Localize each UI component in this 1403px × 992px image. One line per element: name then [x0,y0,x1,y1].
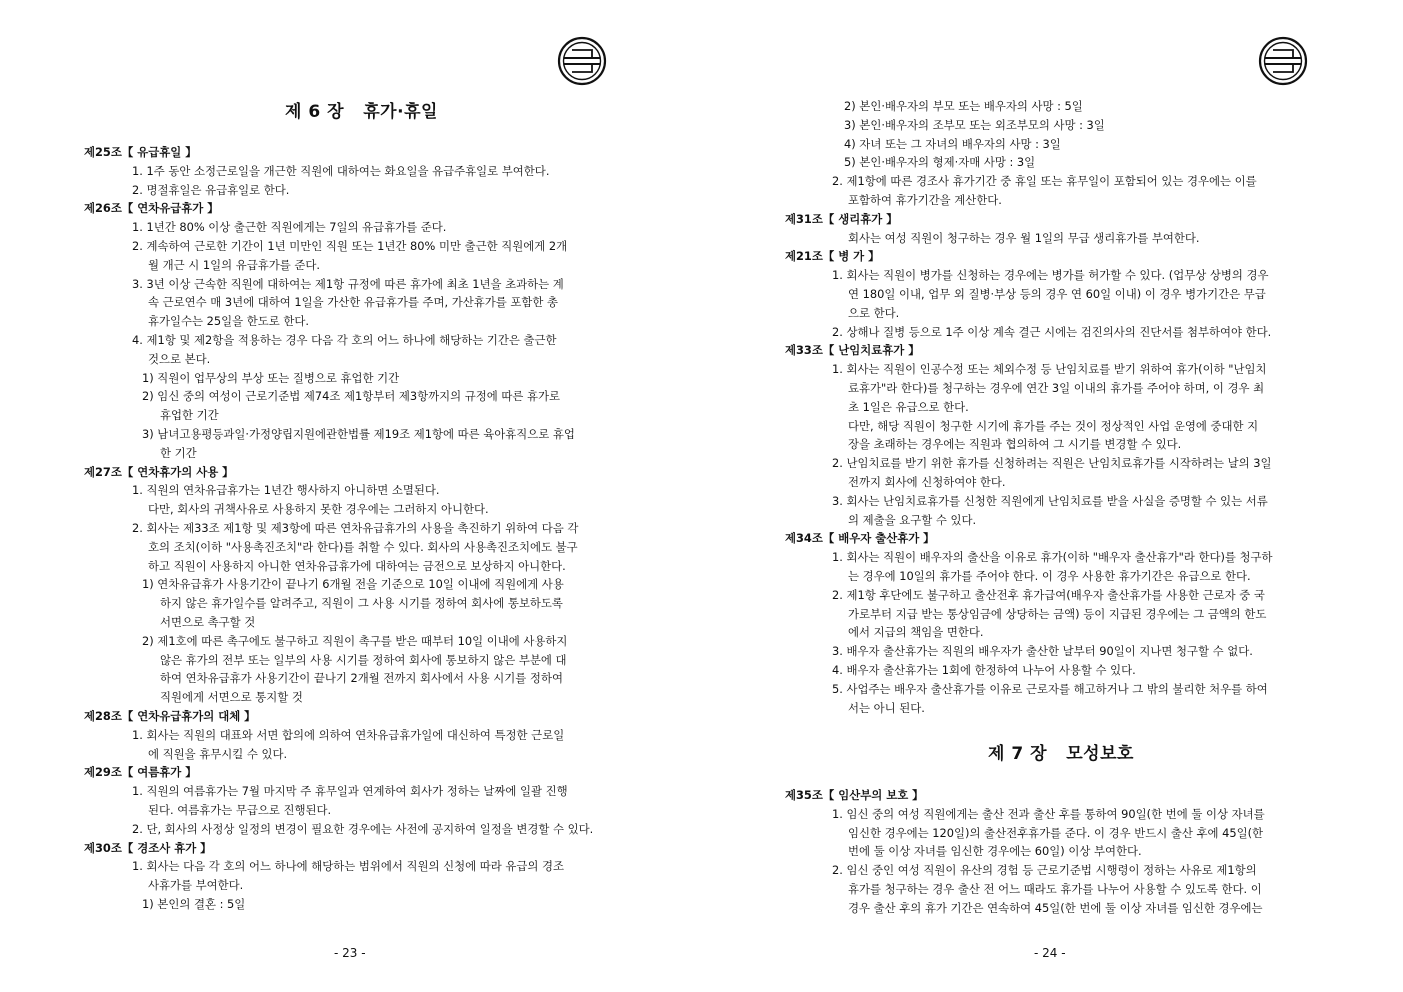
text-line: 1) 연차유급휴가 사용기간이 끝나기 6개월 전을 기준으로 10일 이내에 직원에게 사용 [142,577,564,592]
text-line: 2) 임신 중의 여성이 근로기준법 제74조 제1항부터 제3항까지의 규정에 따른 휴가로 [142,389,560,404]
chapter-title: 제 7 장 모성보호 [988,744,1134,764]
text-line: 장을 초래하는 경우에는 직원과 협의하여 그 시기를 변경할 수 있다. [848,437,1182,452]
article-heading: 제26조【 연차유급휴가 】 [84,201,219,216]
text-line: 된다. 여름휴가는 무급으로 진행된다. [148,803,332,817]
page-number: - 24 - [1034,946,1066,960]
text-line: 4. 제1항 및 제2항을 적용하는 경우 다음 각 호의 어느 하나에 해당하는 기간은 출근한 [132,333,557,347]
text-line: 2. 명절휴일은 유급휴일로 한다. [132,182,290,197]
text-line: 휴가일수는 25일을 한도로 한다. [148,314,310,329]
text-line: 회사는 여성 직원이 청구하는 경우 월 1일의 무급 생리휴가를 부여한다. [848,230,1200,245]
text-line: 으로 한다. [848,305,900,320]
text-line: 속 근로연수 매 3년에 대하여 1일을 가산한 유급휴가를 주며, 가산휴가를 포함한 총 [148,295,559,310]
text-line: 에서 지급의 책임을 면한다. [848,625,984,640]
text-line: 1. 회사는 직원이 인공수정 또는 체외수정 등 난임치료를 받기 위하여 휴가(이하 "난임치 [832,362,1267,377]
text-line: 에 직원을 휴무시킬 수 있다. [148,746,288,761]
text-line: 1. 회사는 직원이 배우자의 출산을 이유로 휴가(이하 "배우자 출산휴가"라 한다)를 청구하 [832,550,1273,565]
text-line: 2) 제1호에 따른 촉구에도 불구하고 직원이 촉구를 받은 때부터 10일 이내에 사용하지 [142,633,568,648]
text-line: 4. 배우자 출산휴가는 1회에 한정하여 나누어 사용할 수 있다. [832,663,1136,677]
text-line: 5) 본인·배우자의 형제·자매 사망 : 3일 [844,155,1036,170]
text-line: 는 경우에 10일의 휴가를 주어야 한다. 이 경우 사용한 휴가기간은 유급으로 한다. [848,569,1251,583]
text-line: 한 기간 [160,445,197,460]
text-line: 하여 연차유급휴가 사용기간이 끝나기 2개월 전까지 회사에서 사용 시기를 정하여 [160,671,563,686]
text-line: 1) 직원이 업무상의 부상 또는 질병으로 휴업한 기간 [142,370,400,385]
text-line: 서면으로 촉구할 것 [160,615,256,629]
text-line: 1. 1년간 80% 이상 출근한 직원에게는 7일의 유급휴가를 준다. [132,220,447,235]
text-line: 직원에게 서면으로 통지할 것 [160,690,303,705]
text-line: 다만, 회사의 귀책사유로 사용하지 못한 경우에는 그러하지 아니한다. [148,502,489,517]
text-line: 1. 직원의 여름휴가는 7월 마지막 주 휴무일과 연계하여 회사가 정하는 날짜에 일괄 진행 [132,784,568,799]
text-line: 의 제출을 요구할 수 있다. [848,512,977,527]
company-seal-icon [1258,36,1308,86]
text-line: 휴가를 청구하는 경우 출산 전 어느 때라도 휴가를 나누어 사용할 수 있도록 한다. 이 [848,882,1262,896]
article-heading: 제28조【 연차유급휴가의 대체 】 [84,709,256,723]
article-heading: 제25조【 유급휴일 】 [84,145,197,159]
text-line: 포함하여 휴가기간을 계산한다. [848,193,1002,207]
text-line: 연 180일 이내, 업무 외 질병·부상 등의 경우 연 60일 이내) 이 경우 병가기간은 무급 [848,287,1266,301]
text-line: 1. 회사는 다음 각 호의 어느 하나에 해당하는 범위에서 직원의 신청에 따라 유급의 경조 [132,859,565,874]
text-line: 서는 아니 된다. [848,700,925,715]
article-heading: 제21조【 병 가 】 [785,249,880,264]
text-line: 않은 휴가의 전부 또는 일부의 사용 시기를 정하여 회사에 통보하지 않은 부분에 대 [160,652,567,667]
text-line: 번에 둘 이상 자녀를 임신한 경우에는 60일) 이상 부여한다. [848,844,1142,859]
article-heading: 제35조【 임산부의 보호 】 [785,788,924,802]
chapter-title: 제 6 장 휴가·휴일 [285,102,438,122]
left-page [0,0,701,992]
text-line: 2) 본인·배우자의 부모 또는 배우자의 사망 : 5일 [844,99,1083,113]
text-line: 2. 단, 회사의 사정상 일정의 변경이 필요한 경우에는 사전에 공지하여 일정을 변경할 수 있다. [132,821,594,836]
text-line: 1. 임신 중의 여성 직원에게는 출산 전과 출산 후를 통하여 90일(한 번에 둘 이상 자녀를 [832,806,1265,821]
text-line: 초 1일은 유급으로 한다. [848,399,969,414]
text-line: 3) 본인·배우자의 조부모 또는 외조부모의 사망 : 3일 [844,117,1105,132]
text-line: 4) 자녀 또는 그 자녀의 배우자의 사망 : 3일 [844,136,1061,151]
text-line: 2. 상해나 질병 등으로 1주 이상 계속 결근 시에는 검진의사의 진단서를 첨부하여야 한다. [832,324,1272,339]
text-line: 2. 회사는 제33조 제1항 및 제3항에 따른 연차유급휴가의 사용을 촉진하기 위하여 다음 각 [132,521,579,535]
text-line: 호의 조치(이하 "사용촉진조치"라 한다)를 취할 수 있다. 회사의 사용촉진조치에도 불구 [148,539,578,554]
text-line: 사휴가를 부여한다. [148,878,244,893]
text-line: 2. 제1항에 따른 경조사 휴가기간 중 휴일 또는 휴무일이 포함되어 있는 경우에는 이를 [832,174,1257,189]
text-line: 3. 배우자 출산휴가는 직원의 배우자가 출산한 날부터 90일이 지나면 청구할 수 없다. [832,644,1253,659]
text-line: 3. 회사는 난임치료휴가를 신청한 직원에게 난임치료를 받을 사실을 증명할 수 있는 서류 [832,493,1268,508]
text-line: 하고 직원이 사용하지 아니한 연차유급휴가에 대하여는 금전으로 보상하지 아니한다. [148,558,566,573]
text-line: 1. 직원의 연차유급휴가는 1년간 행사하지 아니하면 소멸된다. [132,483,440,498]
text-line: 1. 회사는 직원이 병가를 신청하는 경우에는 병가를 허가할 수 있다. (업무상 상병의 경우 [832,268,1269,283]
article-heading: 제27조【 연차휴가의 사용 】 [84,464,234,479]
text-line: 2. 난임치료를 받기 위한 휴가를 신청하려는 직원은 난임치료휴가를 시작하려는 날의 3일 [832,456,1272,471]
article-heading: 제34조【 배우자 출산휴가 】 [785,531,935,546]
text-line: 휴업한 기간 [160,408,219,423]
text-line: 1. 1주 동안 소정근로일을 개근한 직원에 대하여는 화요일을 유급주휴일로 부여한다. [132,163,550,178]
article-heading: 제31조【 생리휴가 】 [785,211,898,226]
text-line: 5. 사업주는 배우자 출산휴가를 이유로 근로자를 해고하거나 그 밖의 불리한 처우를 하여 [832,681,1268,696]
text-line: 2. 계속하여 근로한 기간이 1년 미만인 직원 또는 1년간 80% 미만 출근한 직원에게 2개 [132,239,568,253]
article-heading: 제33조【 난임치료휴가 】 [785,343,920,358]
text-line: 1. 회사는 직원의 대표와 서면 합의에 의하여 연차유급휴가일에 대신하여 특정한 근로일 [132,727,565,742]
text-line: 경우 출산 후의 휴가 기간은 연속하여 45일(한 번에 둘 이상 자녀를 임신한 경우에는 [848,900,1263,915]
text-line: 료휴가"라 한다)를 청구하는 경우에 연간 3일 이내의 휴가를 주어야 하며, 이 경우 최 [848,381,1265,395]
text-line: 3. 3년 이상 근속한 직원에 대하여는 제1항 규정에 따른 휴가에 최초 1년을 초과하는 계 [132,276,564,291]
text-line: 하지 않은 휴가일수를 알려주고, 직원이 그 사용 시기를 정하여 회사에 통보하도록 [160,596,563,611]
text-line: 가로부터 지급 받는 통상임금에 상당하는 금액) 등이 지급된 경우에는 그 금액의 한도 [848,606,1267,621]
text-line: 전까지 회사에 신청하여야 한다. [848,475,1006,489]
text-line: 것으로 본다. [148,351,211,366]
page-number: - 23 - [334,946,366,960]
text-line: 2. 임신 중인 여성 직원이 유산의 경험 등 근로기준법 시행령이 정하는 사유로 제1항의 [832,863,1257,878]
text-line: 3) 남녀고용평등과일·가정양립지원에관한법률 제19조 제1항에 따른 육아휴직으로 휴업 [142,427,575,441]
article-heading: 제29조【 여름휴가 】 [84,765,197,780]
text-line: 다만, 해당 직원이 청구한 시기에 휴가를 주는 것이 정상적인 사업 운영에 중대한 지 [848,418,1259,433]
company-seal-icon [557,36,607,86]
text-line: 1) 본인의 결혼 : 5일 [142,897,246,911]
text-line: 임신한 경우에는 120일)의 출산전후휴가를 준다. 이 경우 반드시 출산 후에 45일(한 [848,825,1264,840]
article-heading: 제30조【 경조사 휴가 】 [84,840,212,855]
text-line: 2. 제1항 후단에도 불구하고 출산전후 휴가급여(배우자 출산휴가를 사용한 근로자 중 국 [832,587,1265,602]
right-page [701,0,1403,992]
text-line: 월 개근 시 1일의 유급휴가를 준다. [148,257,321,272]
